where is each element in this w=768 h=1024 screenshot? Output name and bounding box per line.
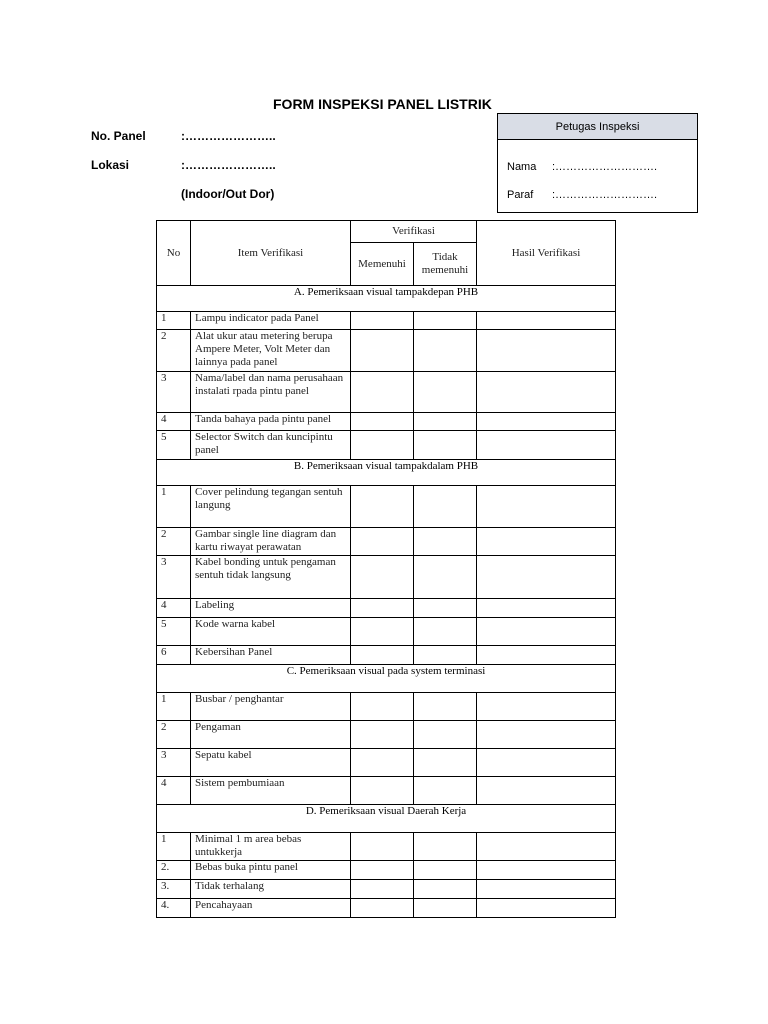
not-meets-cell[interactable] — [414, 777, 477, 805]
not-meets-cell[interactable] — [414, 556, 477, 599]
meets-cell[interactable] — [351, 693, 414, 721]
table-row — [157, 312, 616, 330]
verification-item: Gambar single line diagram dan kartu riwayat perawatan — [191, 528, 351, 556]
section-title: D. Pemeriksaan visual Daerah Kerja — [157, 805, 616, 833]
table-row — [157, 880, 616, 899]
verification-item: Lampu indicator pada Panel — [191, 312, 351, 330]
table-row — [157, 556, 616, 599]
table-row — [157, 330, 616, 372]
table-row — [157, 413, 616, 431]
row-number: 1 — [157, 833, 191, 861]
verification-item: Tanda bahaya pada pintu panel — [191, 413, 351, 431]
verification-item: Tidak terhalang — [191, 880, 351, 899]
verification-item: Sistem pembumiaan — [191, 777, 351, 805]
not-meets-cell[interactable] — [414, 693, 477, 721]
meets-cell[interactable] — [351, 749, 414, 777]
result-cell[interactable] — [477, 646, 616, 665]
header-not-meets: Tidak memenuhi — [414, 243, 477, 286]
meets-cell[interactable] — [351, 899, 414, 918]
table-row — [157, 599, 616, 618]
result-cell[interactable] — [477, 749, 616, 777]
inspection-officer-title: Petugas Inspeksi — [498, 114, 697, 140]
result-cell[interactable] — [477, 693, 616, 721]
not-meets-cell[interactable] — [414, 749, 477, 777]
row-number: 3 — [157, 372, 191, 413]
verification-item: Nama/label dan nama perusahaan instalati rpada pintu panel — [191, 372, 351, 413]
table-row — [157, 721, 616, 749]
row-number: 4 — [157, 599, 191, 618]
meets-cell[interactable] — [351, 372, 414, 413]
row-number: 1 — [157, 486, 191, 528]
location-label: Lokasi — [91, 158, 130, 172]
verification-item: Sepatu kabel — [191, 749, 351, 777]
table-row — [157, 486, 616, 528]
officer-name-field[interactable]: :………………………. — [552, 161, 658, 173]
result-cell[interactable] — [477, 899, 616, 918]
result-cell[interactable] — [477, 861, 616, 880]
header-verification: Verifikasi — [351, 221, 477, 243]
row-number: 2 — [157, 528, 191, 556]
header-result: Hasil Verifikasi — [477, 221, 616, 286]
result-cell[interactable] — [477, 528, 616, 556]
section-title: C. Pemeriksaan visual pada system terminasi — [157, 665, 616, 693]
officer-sign-label: Paraf — [507, 189, 534, 201]
not-meets-cell[interactable] — [414, 599, 477, 618]
not-meets-cell[interactable] — [414, 372, 477, 413]
result-cell[interactable] — [477, 880, 616, 899]
not-meets-cell[interactable] — [414, 721, 477, 749]
not-meets-cell[interactable] — [414, 528, 477, 556]
table-row — [157, 646, 616, 665]
result-cell[interactable] — [477, 777, 616, 805]
not-meets-cell[interactable] — [414, 330, 477, 372]
header-no: No — [157, 221, 191, 286]
meets-cell[interactable] — [351, 599, 414, 618]
inspection-table — [156, 220, 616, 918]
not-meets-cell[interactable] — [414, 431, 477, 460]
table-row — [157, 528, 616, 556]
table-row — [157, 372, 616, 413]
section-title: A. Pemeriksaan visual tampakdepan PHB — [157, 286, 616, 312]
location-type-note: (Indoor/Out Dor) — [181, 187, 275, 201]
header-item: Item Verifikasi — [191, 221, 351, 286]
table-row — [157, 431, 616, 460]
meets-cell[interactable] — [351, 330, 414, 372]
row-number: 5 — [157, 618, 191, 646]
result-cell[interactable] — [477, 372, 616, 413]
result-cell[interactable] — [477, 618, 616, 646]
result-cell[interactable] — [477, 833, 616, 861]
officer-sign-field[interactable]: :………………………. — [552, 189, 658, 201]
verification-item: Labeling — [191, 599, 351, 618]
not-meets-cell[interactable] — [414, 833, 477, 861]
row-number: 5 — [157, 431, 191, 460]
row-number: 2. — [157, 861, 191, 880]
not-meets-cell[interactable] — [414, 618, 477, 646]
verification-item: Alat ukur atau metering berupa Ampere Meter, Volt Meter dan lainnya pada panel — [191, 330, 351, 372]
result-cell[interactable] — [477, 556, 616, 599]
section-row — [157, 286, 616, 312]
table-row — [157, 693, 616, 721]
not-meets-cell[interactable] — [414, 486, 477, 528]
officer-name-label: Nama — [507, 161, 537, 173]
row-number: 1 — [157, 693, 191, 721]
location-field[interactable]: :………………….. — [181, 158, 276, 172]
verification-item: Kode warna kabel — [191, 618, 351, 646]
verification-item: Kebersihan Panel — [191, 646, 351, 665]
section-row — [157, 460, 616, 486]
not-meets-cell[interactable] — [414, 899, 477, 918]
result-cell[interactable] — [477, 721, 616, 749]
table-row — [157, 833, 616, 861]
form-title: FORM INSPEKSI PANEL LISTRIK — [273, 96, 492, 112]
row-number: 4 — [157, 777, 191, 805]
result-cell[interactable] — [477, 486, 616, 528]
row-number: 4 — [157, 413, 191, 431]
verification-item: Kabel bonding untuk pengaman sentuh tidak langsung — [191, 556, 351, 599]
table-row — [157, 777, 616, 805]
row-number: 6 — [157, 646, 191, 665]
not-meets-cell[interactable] — [414, 880, 477, 899]
meets-cell[interactable] — [351, 413, 414, 431]
verification-item: Pengaman — [191, 721, 351, 749]
result-cell[interactable] — [477, 599, 616, 618]
meets-cell[interactable] — [351, 833, 414, 861]
meets-cell[interactable] — [351, 618, 414, 646]
officer-name-row — [507, 161, 658, 173]
row-number: 3 — [157, 556, 191, 599]
inspection-officer-box — [497, 113, 698, 213]
meets-cell[interactable] — [351, 312, 414, 330]
result-cell[interactable] — [477, 413, 616, 431]
table-row — [157, 899, 616, 918]
meets-cell[interactable] — [351, 721, 414, 749]
table-row — [157, 749, 616, 777]
meets-cell[interactable] — [351, 861, 414, 880]
verification-item: Pencahayaan — [191, 899, 351, 918]
verification-item: Bebas buka pintu panel — [191, 861, 351, 880]
section-title: B. Pemeriksaan visual tampakdalam PHB — [157, 460, 616, 486]
meets-cell[interactable] — [351, 556, 414, 599]
meets-cell[interactable] — [351, 431, 414, 460]
table-row — [157, 618, 616, 646]
verification-item: Minimal 1 m area bebas untukkerja — [191, 833, 351, 861]
not-meets-cell[interactable] — [414, 413, 477, 431]
row-number: 3. — [157, 880, 191, 899]
header-meets: Memenuhi — [351, 243, 414, 286]
officer-sign-row — [507, 189, 658, 201]
verification-item: Busbar / penghantar — [191, 693, 351, 721]
row-number: 4. — [157, 899, 191, 918]
row-number: 2 — [157, 330, 191, 372]
verification-item: Cover pelindung tegangan sentuh langung — [191, 486, 351, 528]
panel-number-field[interactable]: :………………….. — [181, 129, 276, 143]
result-cell[interactable] — [477, 312, 616, 330]
result-cell[interactable] — [477, 330, 616, 372]
panel-number-label: No. Panel — [91, 129, 146, 143]
row-number: 1 — [157, 312, 191, 330]
meets-cell[interactable] — [351, 777, 414, 805]
meets-cell[interactable] — [351, 486, 414, 528]
section-row — [157, 805, 616, 833]
row-number: 2 — [157, 721, 191, 749]
meets-cell[interactable] — [351, 528, 414, 556]
verification-item: Selector Switch dan kuncipintu panel — [191, 431, 351, 460]
row-number: 3 — [157, 749, 191, 777]
not-meets-cell[interactable] — [414, 861, 477, 880]
meets-cell[interactable] — [351, 880, 414, 899]
section-row — [157, 665, 616, 693]
result-cell[interactable] — [477, 431, 616, 460]
not-meets-cell[interactable] — [414, 312, 477, 330]
table-row — [157, 861, 616, 880]
not-meets-cell[interactable] — [414, 646, 477, 665]
meets-cell[interactable] — [351, 646, 414, 665]
